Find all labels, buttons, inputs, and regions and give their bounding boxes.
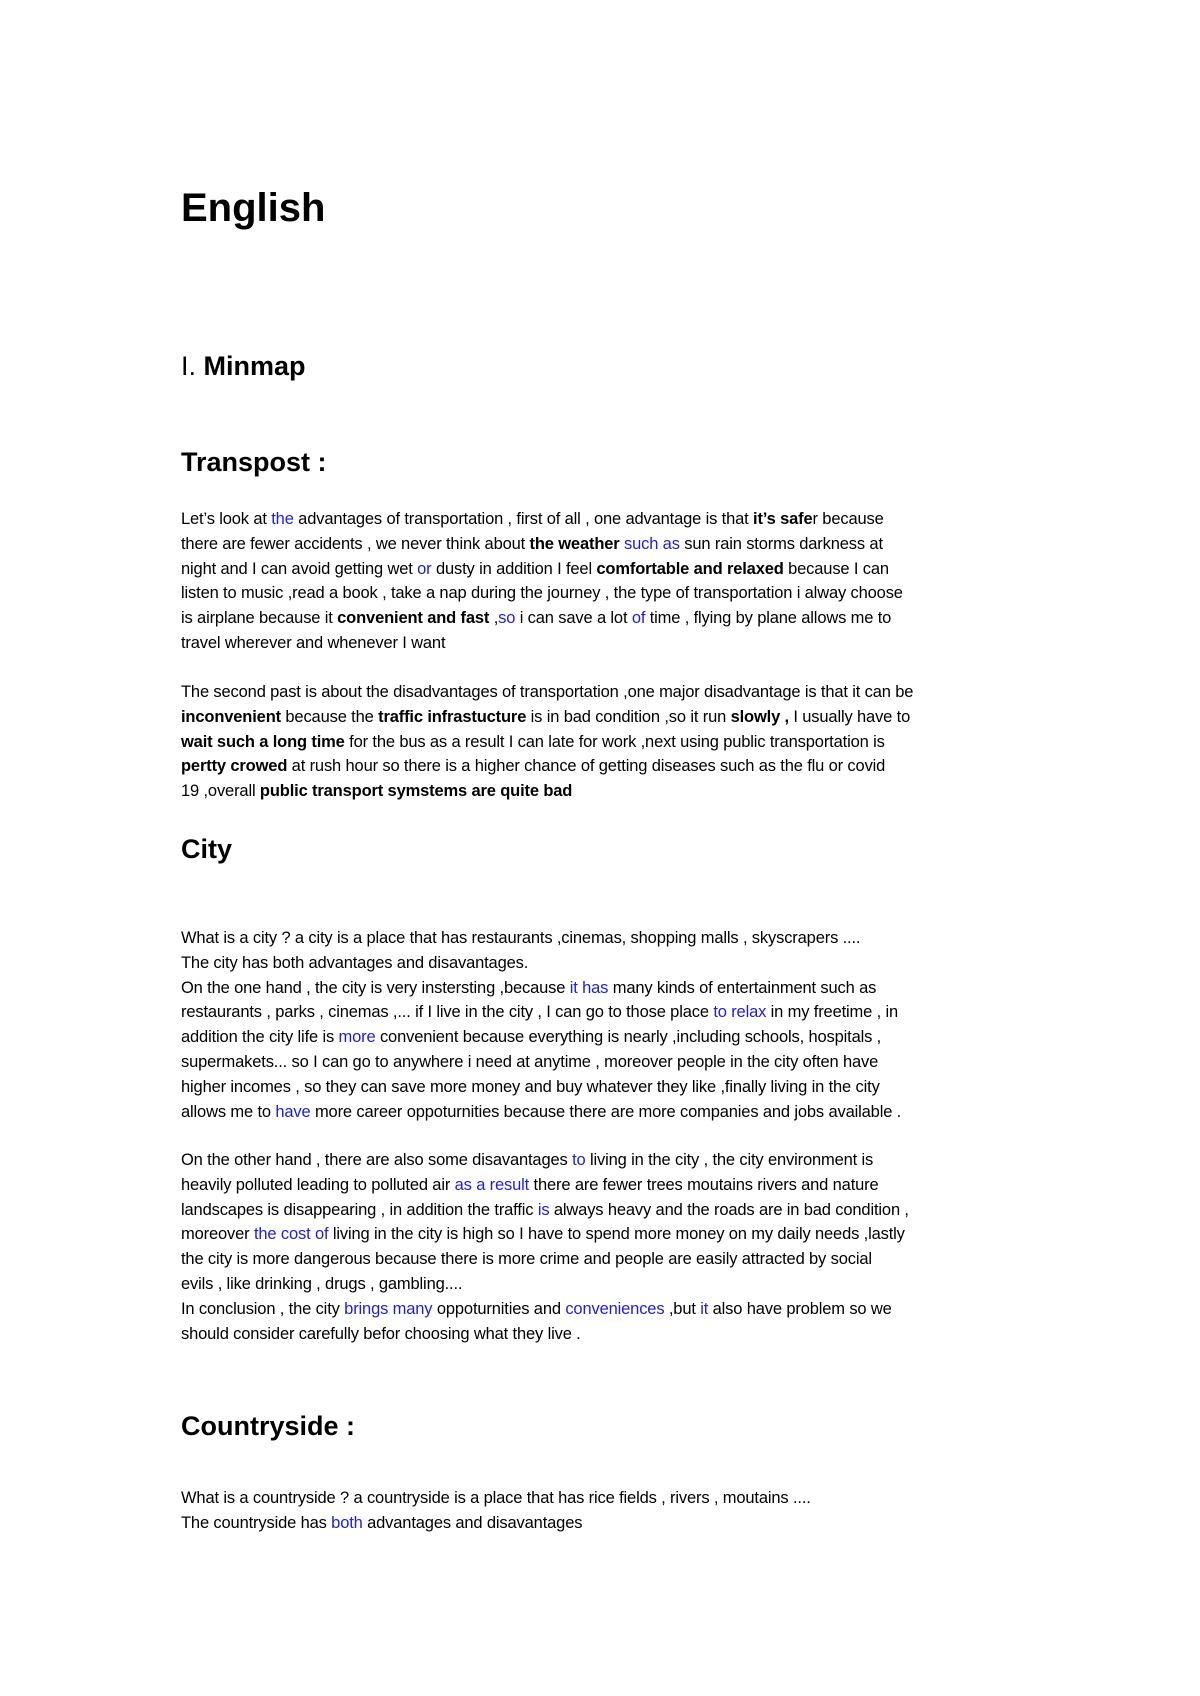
text-line <box>181 1322 1041 1347</box>
bold-text: it’s safe <box>753 510 813 528</box>
bold-text: public transport symstems are quite bad <box>259 782 573 801</box>
bold-text: wait such a long time <box>181 732 345 751</box>
text-line <box>181 1000 1041 1025</box>
text-run: the city is more dangerous because there is more crime and people are easily attracted by social <box>181 1250 872 1269</box>
text-run: also have problem so we <box>708 1299 892 1318</box>
text-run: living in the city , the city environment is <box>585 1151 874 1169</box>
highlighted-text: both <box>331 1513 363 1532</box>
text-line <box>181 1148 1041 1173</box>
paragraph-countryside-intro <box>181 1486 1041 1536</box>
text-run: because the <box>280 707 379 726</box>
document-title: English <box>181 186 326 230</box>
heading-transport: Transpost : <box>181 447 327 477</box>
text-run: ,but <box>664 1299 701 1318</box>
text-line <box>181 1247 1041 1272</box>
text-run: is airplane because it <box>181 609 338 628</box>
highlighted-text: to relax <box>713 1003 767 1022</box>
bold-text: pertty crowed <box>181 757 288 776</box>
text-run: I usually have to <box>788 707 911 726</box>
highlighted-text: more <box>338 1028 376 1047</box>
paragraph-city-intro-advantages <box>181 926 1041 1124</box>
text-run: addition the city life is <box>181 1028 339 1047</box>
paragraph-city-disadvantages <box>181 1148 1041 1346</box>
text-line <box>181 1075 1041 1100</box>
text-run: r because <box>812 510 884 528</box>
text-line <box>181 557 1041 582</box>
section-title: Minmap <box>203 351 306 381</box>
text-run: for the bus as a result I can late for work ,next using public transportation is <box>344 732 885 751</box>
text-run: convenient because everything is nearly ,including schools, hospitals , <box>375 1028 882 1047</box>
text-run: there are fewer trees moutains rivers and nature <box>529 1175 879 1194</box>
text-line <box>181 1100 1041 1125</box>
text-line <box>181 730 1041 755</box>
text-run: i can save a lot <box>515 609 632 628</box>
highlighted-text: such as <box>624 534 680 553</box>
text-line <box>181 1272 1041 1297</box>
text-run: should consider carefully befor choosing what they live . <box>181 1324 581 1343</box>
text-run: The city has both advantages and disavantages. <box>181 953 529 972</box>
text-line <box>181 1025 1041 1050</box>
text-line <box>181 631 1041 656</box>
text-line <box>181 1511 1041 1536</box>
text-run: restaurants , parks , cinemas ,... if I live in the city , I can go to those place <box>181 1003 714 1022</box>
text-run: Let’s look at <box>181 510 272 528</box>
text-line <box>181 1198 1041 1223</box>
highlighted-text: have <box>275 1102 311 1121</box>
text-run: oppoturnities and <box>432 1299 566 1318</box>
text-run: always heavy and the roads are in bad condition , <box>549 1200 909 1219</box>
highlighted-text: conveniences <box>565 1299 665 1318</box>
bold-text: comfortable and relaxed <box>596 559 784 578</box>
section-number: I. <box>181 351 197 381</box>
text-run: moreover <box>181 1225 254 1244</box>
text-run: travel wherever and whenever I want <box>181 633 446 652</box>
text-run: The countryside has <box>181 1513 332 1532</box>
text-run: On the other hand , there are also some disavantages <box>181 1151 573 1169</box>
heading-city: City <box>181 834 233 864</box>
bold-text: convenient and fast <box>337 609 490 628</box>
text-run: in my freetime , in <box>766 1003 899 1022</box>
bold-text: the weather <box>529 534 620 553</box>
text-line <box>181 1173 1041 1198</box>
text-run: What is a city ? a city is a place that has restaurants ,cinemas, shopping malls , skyscrapers .... <box>181 929 861 947</box>
text-line <box>181 976 1041 1001</box>
text-line <box>181 1050 1041 1075</box>
text-run: 19 ,overall <box>181 782 260 801</box>
paragraph-transport-advantages <box>181 507 1041 656</box>
text-run: evils , like drinking , drugs , gambling.... <box>181 1274 463 1293</box>
text-run: On the one hand , the city is very instersting ,because <box>181 978 570 997</box>
text-line <box>181 951 1041 976</box>
highlighted-text: or <box>417 559 432 578</box>
highlighted-text: the cost of <box>253 1225 329 1244</box>
text-run: advantages of transportation , first of all , one advantage is that <box>293 510 754 528</box>
text-run: night and I can avoid getting wet <box>181 559 418 578</box>
highlighted-text: brings many <box>344 1299 433 1318</box>
text-line <box>181 606 1041 631</box>
highlighted-text: of <box>631 609 646 628</box>
text-run: time , flying by plane allows me to <box>645 609 892 628</box>
text-run: advantages and disavantages <box>362 1513 583 1532</box>
text-run: , <box>489 609 499 628</box>
text-run: higher incomes , so they can save more money and buy whatever they like ,finally living in the city <box>181 1077 880 1096</box>
highlighted-text: is <box>537 1200 550 1219</box>
highlighted-text: it has <box>569 978 609 997</box>
text-run: dusty in addition I feel <box>431 559 597 578</box>
highlighted-text: as a result <box>454 1175 530 1194</box>
text-line <box>181 1222 1041 1247</box>
highlighted-text: to <box>572 1151 586 1169</box>
bold-text: traffic infrastucture <box>378 707 527 726</box>
highlighted-text: so <box>498 609 516 628</box>
heading-countryside: Countryside : <box>181 1411 356 1441</box>
text-line <box>181 926 1041 951</box>
text-line <box>181 680 1041 705</box>
text-line <box>181 705 1041 730</box>
text-run: is in bad condition ,so it run <box>526 707 731 726</box>
text-run: allows me to <box>181 1102 276 1121</box>
highlighted-text: the <box>271 510 294 528</box>
text-run: In conclusion , the city <box>181 1299 345 1318</box>
text-run: heavily polluted leading to polluted air <box>181 1175 455 1194</box>
text-line <box>181 1297 1041 1322</box>
text-run: many kinds of entertainment such as <box>608 978 877 997</box>
bold-text: inconvenient <box>181 707 281 726</box>
text-run: The second past is about the disadvantages of transportation ,one major disadvantage is that it can be <box>181 683 914 701</box>
text-line <box>181 754 1041 779</box>
text-line <box>181 779 1041 804</box>
text-run: there are fewer accidents , we never think about <box>181 534 530 553</box>
text-line <box>181 1486 1041 1511</box>
text-run: at rush hour so there is a higher chance of getting diseases such as the flu or covid <box>287 757 886 776</box>
highlighted-text: it <box>700 1299 709 1318</box>
text-line <box>181 507 1041 532</box>
text-run: What is a countryside ? a countryside is a place that has rice fields , rivers , moutains .... <box>181 1489 811 1507</box>
paragraph-transport-disadvantages <box>181 680 1041 804</box>
bold-text: slowly , <box>730 707 789 726</box>
text-run: landscapes is disappearing , in addition the traffic <box>181 1200 538 1219</box>
section-heading-minmap <box>181 348 306 384</box>
text-run: listen to music ,read a book , take a nap during the journey , the type of transportation i alway choose <box>181 584 903 603</box>
text-run: more career oppoturnities because there are more companies and jobs available . <box>310 1102 902 1121</box>
text-run: supermakets... so I can go to anywhere i need at anytime , moreover people in the city often have <box>181 1052 879 1071</box>
text-line <box>181 532 1041 557</box>
text-run: living in the city is high so I have to spend more money on my daily needs ,lastly <box>328 1225 905 1244</box>
text-run: because I can <box>783 559 889 578</box>
text-run: sun rain storms darkness at <box>679 534 883 553</box>
text-line <box>181 581 1041 606</box>
